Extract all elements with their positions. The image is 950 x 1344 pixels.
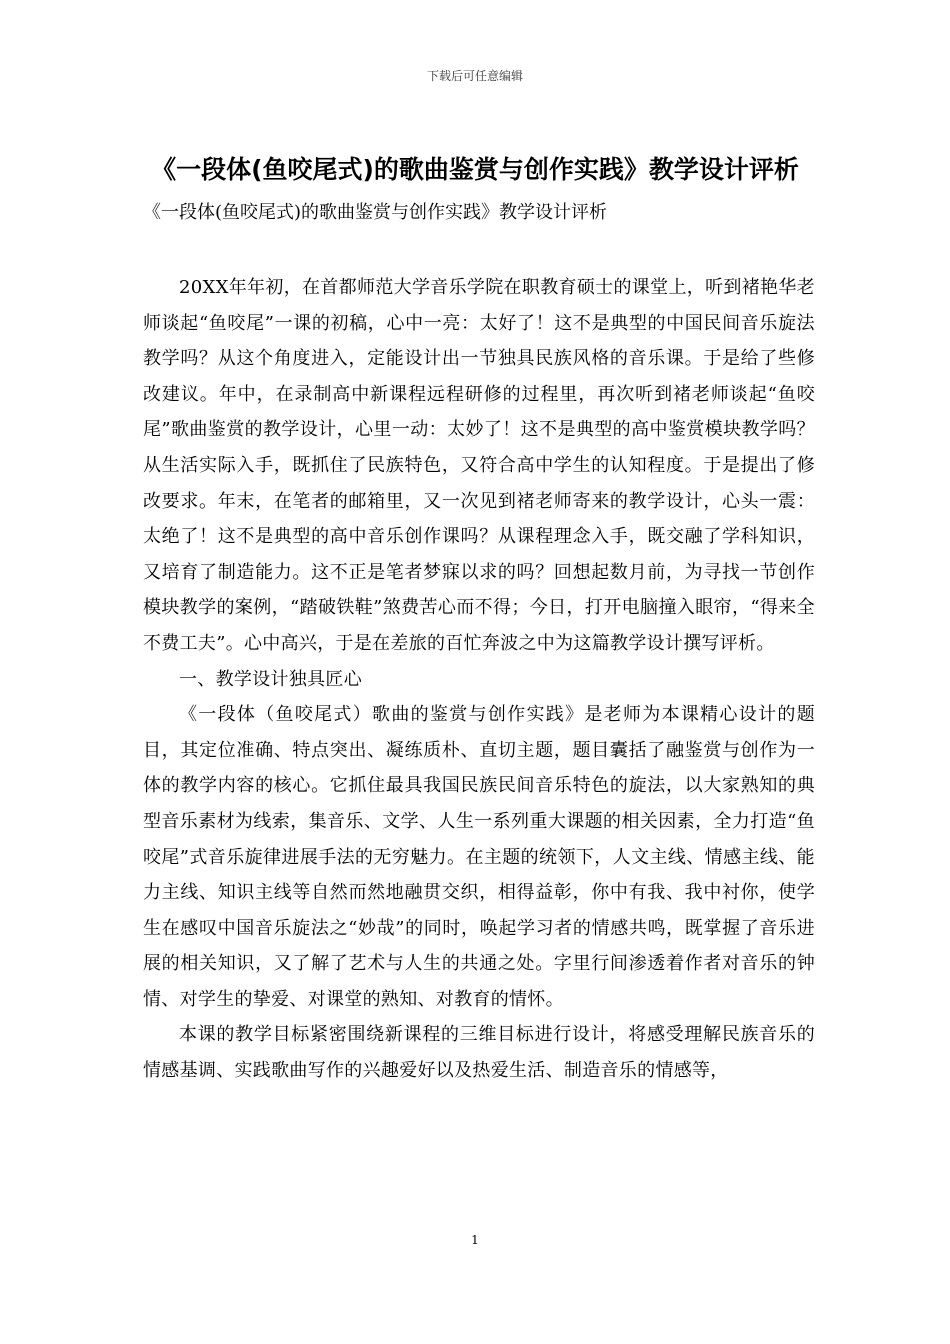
page-header-note: 下载后可任意编辑 [426, 69, 523, 83]
body-paragraph: 本课的教学目标紧密围绕新课程的三维目标进行设计，将感受理解民族音乐的情感基调、实践歌曲写作的兴趣爱好以及热爱生活、制造音乐的情感等， [143, 1024, 815, 1082]
body-paragraph: 《一段体（鱼咬尾式）歌曲的鉴赏与创作实践》是老师为本课精心设计的题目，其定位准确、特点突出、凝练质朴、直切主题，题目囊括了融鉴赏与创作为一体的教学内容的核心。它抓住最具我国民族民间音乐特色的旋法，以大家熟知的典型音乐素材为线索，集音乐、文学、人生一系列重大课题的相关因素，全力打造“鱼咬尾”式音乐旋律进展手法的无穷魅力。在主题的统领下，人文主线、情感主线、能力主线、知识主线等自然而然地融贯交织，相得益彰，你中有我、我中衬你，使学生在感叹中国音乐旋法之“妙哉”的同时，唤起学习者的情感共鸣，既掌握了音乐进展的相关知识，又了解了艺术与人生的共通之处。字里行间渗透着作者对音乐的钟情、对学生的挚爱、对课堂的熟知、对教育的情怀。 [143, 704, 815, 1010]
section-heading: 一、教学设计独具匠心 [179, 668, 362, 690]
body-paragraph: 20XX年年初，在首都师范大学音乐学院在职教育硕士的课堂上，听到褚艳华老师谈起“鱼咬尾”一课的初稿，心中一亮：太好了！这不是典型的中国民间音乐旋法教学吗？从这个角度进入，定能设计出一节独具民族风格的音乐课。于是给了些修改建议。年中，在录制高中新课程远程研修的过程里，再次听到褚老师谈起“鱼咬尾”歌曲鉴赏的教学设计，心里一动：太妙了！这不是典型的高中鉴赏模块教学吗？从生活实际入手，既抓住了民族特色，又符合高中学生的认知程度。于是提出了修改要求。年末，在笔者的邮箱里，又一次见到褚老师寄来的教学设计，心头一震：太绝了！这不是典型的高中音乐创作课吗？从课程理念入手，既交融了学科知识，又培育了制造能力。这不正是笔者梦寐以求的吗？回想起数月前，为寻找一节创作模块教学的案例，“踏破铁鞋”煞费苦心而不得；今日，打开电脑撞入眼帘，“得来全不费工夫”。心中高兴，于是在差旅的百忙奔波之中为这篇教学设计撰写评析。 [143, 277, 815, 654]
document-subtitle: 《一段体(鱼咬尾式)的歌曲鉴赏与创作实践》教学设计评析 [143, 202, 608, 223]
document-body [143, 270, 815, 1089]
document-title: 《一段体(鱼咬尾式)的歌曲鉴赏与创作实践》教学设计评析 [151, 155, 799, 184]
page-number: 1 [471, 1233, 479, 1247]
